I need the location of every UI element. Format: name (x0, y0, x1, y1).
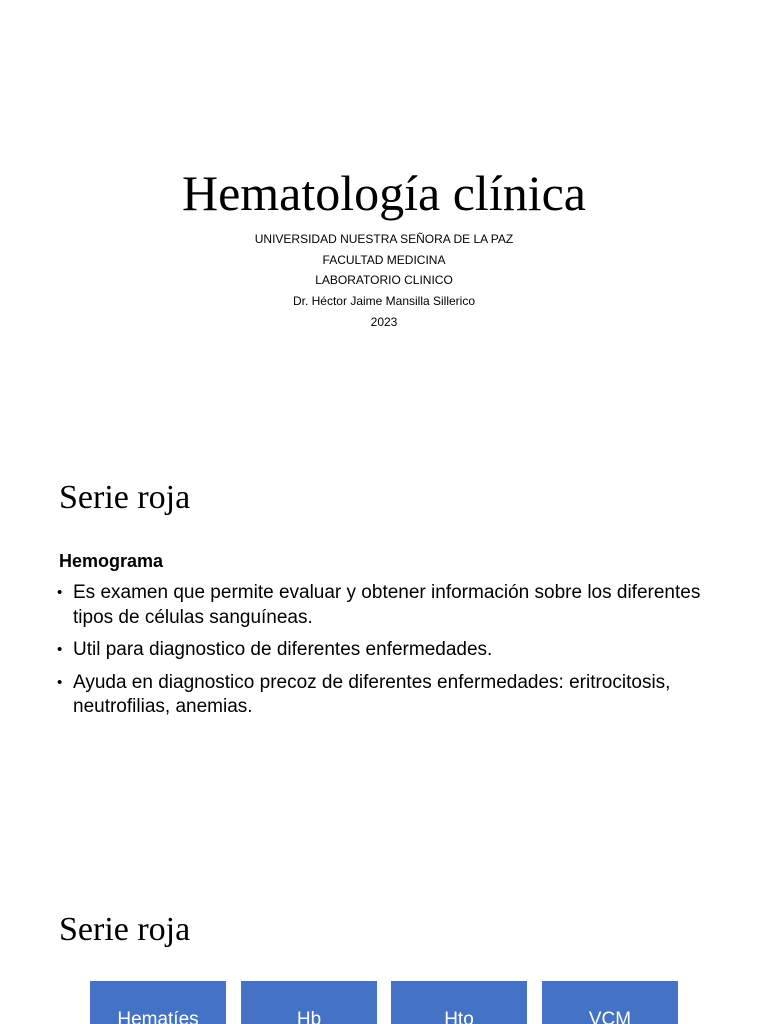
subtitle-block (0, 229, 768, 333)
subtitle-year: 2023 (370, 314, 398, 329)
box-hematies: Hematíes (90, 981, 226, 1024)
list-item (57, 581, 717, 630)
slide-title: Serie roja (59, 479, 191, 516)
section-heading: Hemograma (59, 551, 164, 571)
box-hb: Hb (241, 981, 377, 1024)
serie-roja-parameters-slide (0, 864, 768, 1024)
subtitle-university: UNIVERSIDAD NUESTRA SEÑORA DE LA PAZ (254, 232, 514, 246)
bullet-text: Ayuda en diagnostico precoz de diferentes enfermedades: eritrocitosis, neutrofilias, anemias. (73, 671, 671, 717)
bullet-icon: • (57, 641, 63, 658)
bullet-icon: • (57, 584, 63, 601)
box-vcm: VCM (542, 981, 678, 1024)
title-slide (0, 0, 768, 432)
subtitle-author: Dr. Héctor Jaime Mansilla Sillerico (292, 294, 476, 309)
slide-title: Serie roja (59, 911, 191, 948)
list-item (57, 638, 717, 663)
bullet-list (57, 581, 717, 728)
bullet-text: Es examen que permite evaluar y obtener información sobre los diferentes tipos de células sanguíneas. (73, 582, 701, 628)
bullet-icon: • (57, 673, 63, 691)
bullet-text: Util para diagnostico de diferentes enfermedades. (73, 639, 493, 660)
box-hto: Hto (391, 981, 527, 1024)
subtitle-department: LABORATORIO CLINICO (315, 273, 453, 288)
parameter-boxes (90, 981, 680, 1024)
list-item (57, 671, 717, 720)
hemograma-slide (0, 432, 768, 864)
subtitle-faculty: FACULTAD MEDICINA (322, 252, 446, 267)
presentation-title: Hematología clínica (181, 165, 586, 221)
